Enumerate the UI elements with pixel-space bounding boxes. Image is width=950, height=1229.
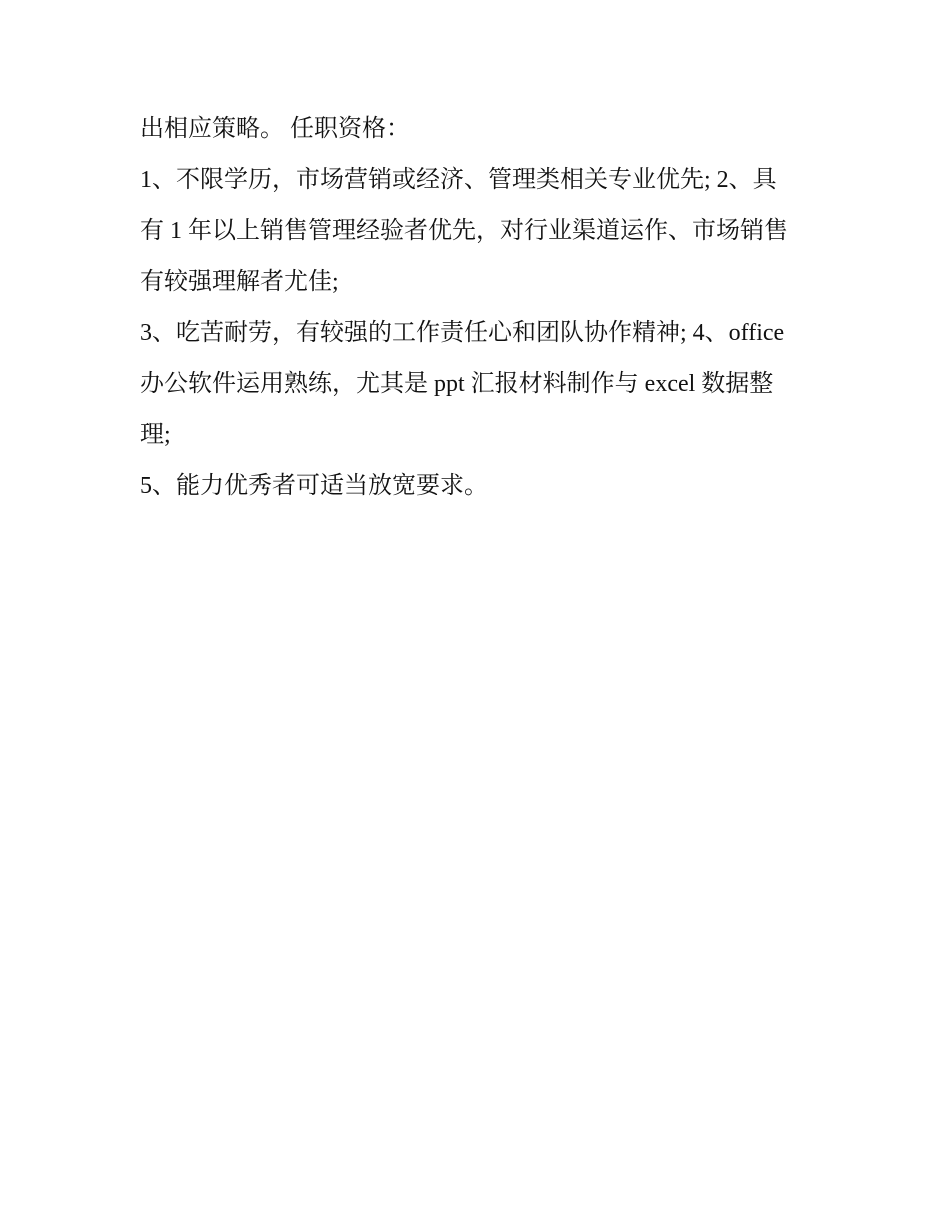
text-line-requirement-1b: 有 1 年以上销售管理经验者优先，对行业渠道运作、市场销售 — [140, 218, 788, 244]
text-line-intro: 出相应策略。 任职资格： — [140, 116, 410, 142]
body-text — [140, 104, 820, 512]
text-line-requirement-1c: 有较强理解者尤佳; — [140, 269, 339, 295]
text-line-requirement-4b: 理; — [140, 422, 171, 448]
text-line-requirement-1a: 1、不限学历，市场营销或经济、管理类相关专业优先; 2、具 — [140, 167, 777, 193]
text-line-requirement-3a: 3、吃苦耐劳，有较强的工作责任心和团队协作精神; 4、office — [140, 320, 785, 346]
text-line-requirement-5: 5、能力优秀者可适当放宽要求。 — [140, 473, 488, 499]
text-line-requirement-4a: 办公软件运用熟练，尤其是 ppt 汇报材料制作与 excel 数据整 — [140, 371, 774, 397]
